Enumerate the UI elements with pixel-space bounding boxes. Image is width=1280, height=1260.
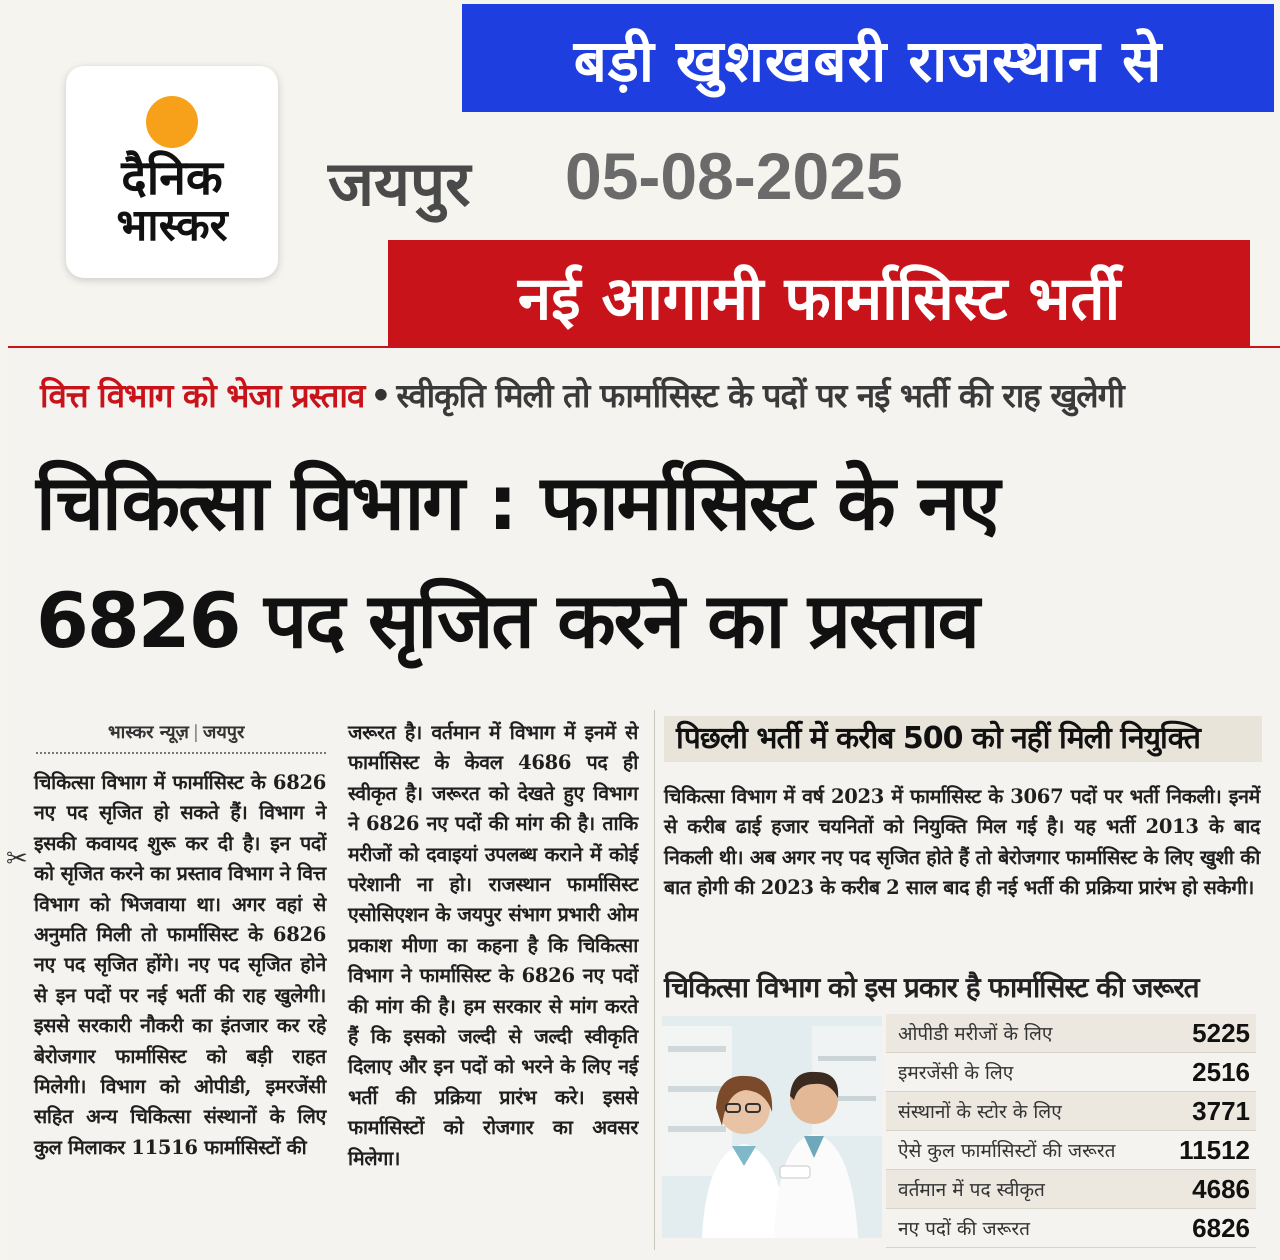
requirement-value: 2516 — [1192, 1056, 1250, 1087]
pharmacists-illustration — [662, 1016, 882, 1238]
article-column-2: जरूरत है। वर्तमान में विभाग में इनमें से फार्मासिस्ट के केवल 4686 पद ही स्वीकृत है। जरूरत को देखते हुए विभाग ने 6826 नए पदों की मांग की है। ताकि मरीजों को दवाइयां उपलब्ध कराने में कोई परेशानी ना हो। राजस्थान फार्मासिस्ट एसोसिएशन के जयपुर संभाग प्रभारी ओम प्रकाश मीणा का कहना है कि चिकित्सा विभाग ने फार्मासिस्ट के 6826 नए पदों की मांग की है। हम सरकार से मांग करते हैं कि इसको जल्दी से जल्दी स्वीकृति दिलाए और इन पदों को भरने के लिए नई भर्ती की प्रक्रिया प्रारंभ करे। इससे फार्मासिस्टों को रोजगार का अवसर मिलेगा। — [348, 721, 638, 1170]
requirement-row — [886, 1131, 1256, 1170]
headline — [36, 444, 1266, 680]
requirement-label: संस्थानों के स्टोर के लिए — [898, 1101, 1062, 1123]
requirement-row — [886, 1170, 1256, 1209]
headline-line-2: 6826 पद सृजित करने का प्रस्ताव — [36, 576, 978, 665]
date-label: 05-08-2025 — [565, 139, 903, 213]
byline-city: जयपुर — [202, 722, 245, 743]
requirement-row — [886, 1209, 1256, 1248]
dainik-bhaskar-logo — [66, 66, 278, 278]
scissors-icon: ✂ — [6, 844, 28, 874]
recruitment-banner: नई आगामी फार्मासिस्ट भर्ती — [388, 240, 1250, 352]
requirement-label: वर्तमान में पद स्वीकृत — [898, 1179, 1045, 1201]
requirement-title: चिकित्सा विभाग को इस प्रकार है फार्मासिस्ट की जरूरत — [664, 971, 1199, 1004]
requirement-label: इमरजेंसी के लिए — [898, 1062, 1014, 1084]
requirement-row — [886, 1053, 1256, 1092]
requirement-value: 5225 — [1192, 1017, 1250, 1048]
byline-source: भास्कर न्यूज़ — [108, 722, 189, 743]
requirement-value: 4686 — [1192, 1173, 1250, 1204]
requirement-row — [886, 1092, 1256, 1131]
kicker-red-text: वित्त विभाग को भेजा प्रस्ताव — [40, 376, 365, 415]
requirement-label: नए पदों की जरूरत — [898, 1218, 1030, 1240]
sidebar-heading: पिछली भर्ती में करीब 500 को नहीं मिली नियुक्ति — [664, 716, 1262, 762]
kicker-bullet: • — [370, 376, 391, 415]
requirement-value: 3771 — [1192, 1095, 1250, 1126]
pharmacists-photo — [662, 1016, 882, 1238]
requirement-label: ओपीडी मरीजों के लिए — [898, 1023, 1053, 1045]
byline-separator: | — [192, 722, 199, 743]
headline-line-1: चिकित्सा विभाग : फार्मासिस्ट के नए — [36, 458, 999, 547]
requirement-value: 11512 — [1179, 1134, 1250, 1165]
logo-line-2: भास्कर — [116, 200, 228, 251]
kicker-line — [40, 378, 1250, 414]
byline-divider — [36, 752, 326, 754]
column-divider — [654, 710, 655, 1250]
sidebar-text: चिकित्सा विभाग में वर्ष 2023 में फार्मासिस्ट के 3067 पदों पर भर्ती निकली। इनमें से करीब ढाई हजार चयनितों को नियुक्ति मिल गई है। यह भर्ती 2013 के बाद निकली थी। अब अगर नए पद सृजित होते हैं तो बेरोजगार फार्मासिस्ट के लिए खुशी की बात होगी की 2023 के करीब 2 साल बाद ही नई भर्ती की प्रक्रिया प्रारंभ हो सकेगी। — [664, 785, 1260, 900]
sun-icon — [146, 96, 198, 148]
city-label: जयपुर — [328, 147, 471, 220]
byline — [108, 720, 244, 744]
requirement-table — [886, 1014, 1256, 1248]
requirement-value: 6826 — [1192, 1212, 1250, 1243]
requirement-row — [886, 1014, 1256, 1053]
kicker-subtext: स्वीकृति मिली तो फार्मासिस्ट के पदों पर नई भर्ती की राह खुलेगी — [396, 376, 1124, 415]
logo-line-1: दैनिक — [121, 150, 223, 206]
article-column-1: चिकित्सा विभाग में फार्मासिस्ट के 6826 नए पद सृजित हो सकते हैं। विभाग ने इसकी कवायद शुरू कर दी है। इन पदों को सृजित करने का प्रस्ताव विभाग ने वित्त विभाग को भिजवाया था। अगर वहां से अनुमति मिली तो फार्मासिस्ट के 6826 नए पद सृजित होंगे। नए पद सृजित होने से इन पदों पर नई भर्ती की राह खुलेगी। इससे सरकारी नौकरी का इंतजार कर रहे बेरोजगार फार्मासिस्ट को बड़ी राहत मिलेगी। विभाग को ओपीडी, इमरजेंसी सहित अन्य चिकित्सा संस्थानों के लिए कुल मिलाकर 11516 फार्मासिस्टों की — [34, 771, 326, 1159]
news-clipping — [8, 346, 1280, 1260]
top-banner: बड़ी खुशखबरी राजस्थान से — [462, 4, 1274, 112]
requirement-label: ऐसे कुल फार्मासिस्टों की जरूरत — [898, 1140, 1116, 1162]
